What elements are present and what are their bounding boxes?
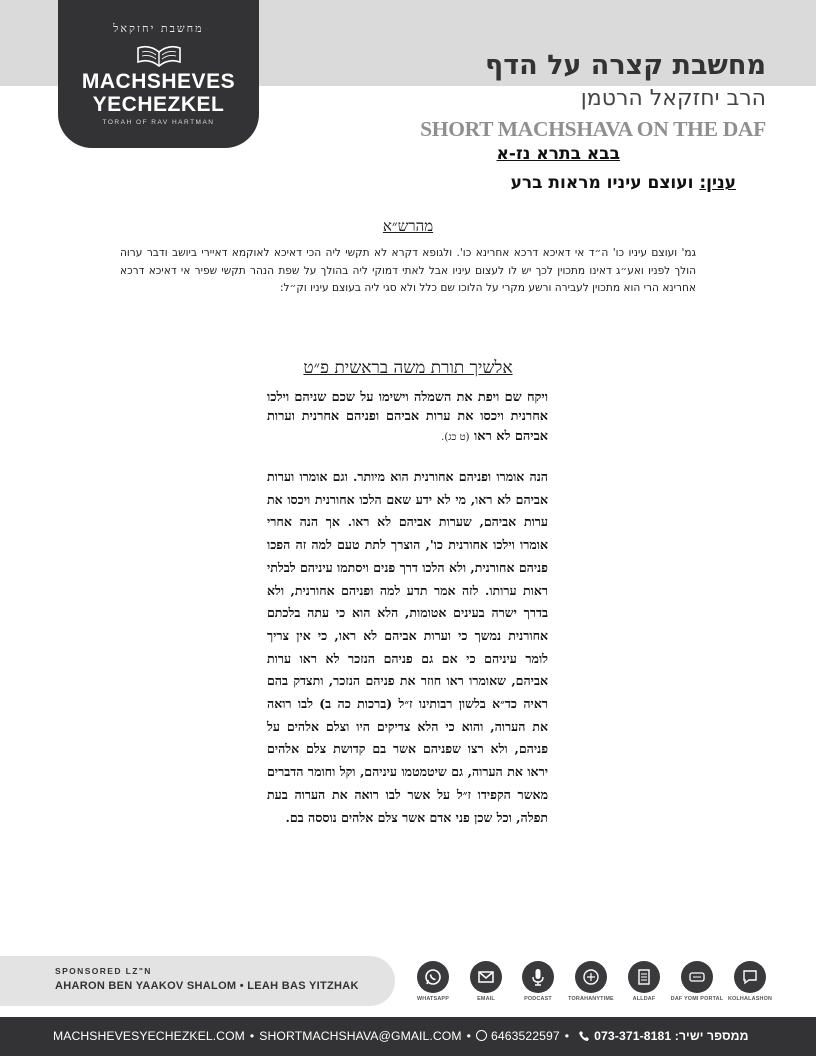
alshich-body: הנה אומרו ופניהם אחורנית הוא מיותר. וגם אומרו וערות אביהם לא ראו, מי לא ידע שאם הלכו אחורנית ויכסו את ערות אביהם, שערות אביהם לא ראו. אך הנה אחרי אומרו וילכו אחורנית כו', הוצרך לתת טעם למה זה הפכו פניהם אחורנית, ולא הלכו דרך פנים ויסתמו עיניהם לבלתי ראות ערותו. לזה אמר תדע למה ופניהם אחורנית, ולא בדרך ישרה בעינים אטומות, הלא הוא כי עתה בלכתם אחורנית נמשך כי וערות אביהם לא ראו, כי אין צריך לומר עיניהם כי אם גם פניהם הנזכר לא ראו ערות אביהם, שאומרו ראו חוזר את פניהם הנזכר, ותצדק בהם ראיה כד״א בלשון רבותינו ז״ל (ברכות כה ב) לבו רואה את הערוה, והוא כי הלא צדיקים היו וצלם אלהים על פניהם, ולא רצו שפניהם אשר בם קדושת צלם אלהים יראו את הערוה, גם שיטמטמו עיניהם, וקל וחומר הדברים מאשר הקפידו ז״ל על אשר לבו רואה את הערוה בעת תפלה, וכל שכן פני אדם אשר צלם אלהים נוססה בם. [267,469,548,825]
alldaf-label: ALLDAF [632,996,656,1002]
whatsapp-button[interactable] [416,961,450,1009]
logo-tagline: TORAH OF RAV HARTMAN [102,119,215,126]
torahanytime-button[interactable] [568,961,614,1009]
email-button[interactable] [469,961,503,1009]
daf-yomi-portal-button[interactable] [670,961,724,1009]
kolhalashon-button[interactable] [727,961,773,1009]
torahanytime-icon [581,967,601,987]
kolhalashon-icon [740,967,760,987]
topic-line [511,173,736,193]
topic-label: ענין: [699,173,736,193]
sponsor-label: SPONSORED LZ"N [55,966,152,976]
daf-reference: בבא בתרא נז-א [496,144,620,164]
alshich-title: אלשיך תורת משה בראשית פ״ט [303,358,513,378]
logo-name-line1: MACHSHEVES [81,70,236,93]
whatsapp-small-icon [476,1030,487,1041]
maharsha-text: גמ' ועוצם עיניו כו' ה״ד אי דאיכא דרכא אחרינא כו'. ולגופא דקרא לא תקשי ליה הכי דאיכא לאוקמא דאיירי ביושב ודבר ערוה הולך לפניו ואע״ג דאינו מתכוין לכך יש לו לעצום עיניו אבל לאתי דמוקי ליה בהולך על שפת הנהר תקשי שפיר אי דאיכא דרכא אחרינא הרי הוא מתכוין לעבירה ורשע מקרי על הלוכו שם כלל ולא סגי ליה בעוצם עיניו וק״ל: [120,247,696,294]
sponsor-names: AHARON BEN YAAKOV SHALOM • LEAH BAS YITZHAK [55,980,359,992]
kolhalashon-label: KOLHALASHON [727,996,773,1002]
verse-source: (ט כג). [441,431,470,443]
email-link[interactable]: SHORTMACHSHAVA@GMAIL.COM [259,1029,462,1043]
microphone-icon [528,967,548,987]
logo-name-line2: YECHEZKEL [92,93,225,116]
podcast-label: PODCAST [524,996,552,1002]
daf-yomi-portal-label: DAF YOMI PORTAL [670,996,724,1002]
maharsha-title: מהרש״א [382,217,434,235]
alldaf-button[interactable] [627,961,661,1009]
page-title-english: SHORT MACHSHAVA ON THE DAF [420,117,766,141]
logo [58,0,259,148]
contact-line: MACHSHEVESYECHEZKEL.COM • SHORTMACHSHAVA@GMAIL.COM • 6463522597 • 073-371-8181 ממספר ישיר: [53,1029,749,1043]
whatsapp-number[interactable]: 6463522597 [491,1029,560,1043]
torahanytime-label: TORAHANYTIME [568,996,614,1002]
email-label: EMAIL [477,996,495,1002]
page-title-hebrew: מחשבת קצרה על הדף [485,50,766,81]
whatsapp-icon [423,967,443,987]
topic-text: ועוצם עיניו מראות ברע [510,173,700,193]
verse-text: ויקח שם ויפת את השמלה וישימו על שכם שניהם וילכו אחרנית ויכסו את ערות אביהם ופניהם אחרנית וערות אביהם לא ראו [267,390,548,444]
podcast-button[interactable] [521,961,555,1009]
direct-number-label: ממספר ישיר: [674,1029,749,1043]
phone-icon [578,1030,590,1042]
logo-hebrew: מחשבת יחזקאל [113,22,204,35]
rabbi-name: הרב יחזקאל הרטמן [580,86,766,111]
alshich-verse [267,388,548,447]
open-book-icon [134,42,184,70]
daf-yomi-portal-icon [687,967,707,987]
website-link[interactable]: MACHSHEVESYECHEZKEL.COM [53,1029,245,1043]
direct-number[interactable]: 073-371-8181 [594,1029,672,1043]
email-icon [476,967,496,987]
whatsapp-label: WHATSAPP [416,996,450,1002]
alldaf-icon [634,967,654,987]
